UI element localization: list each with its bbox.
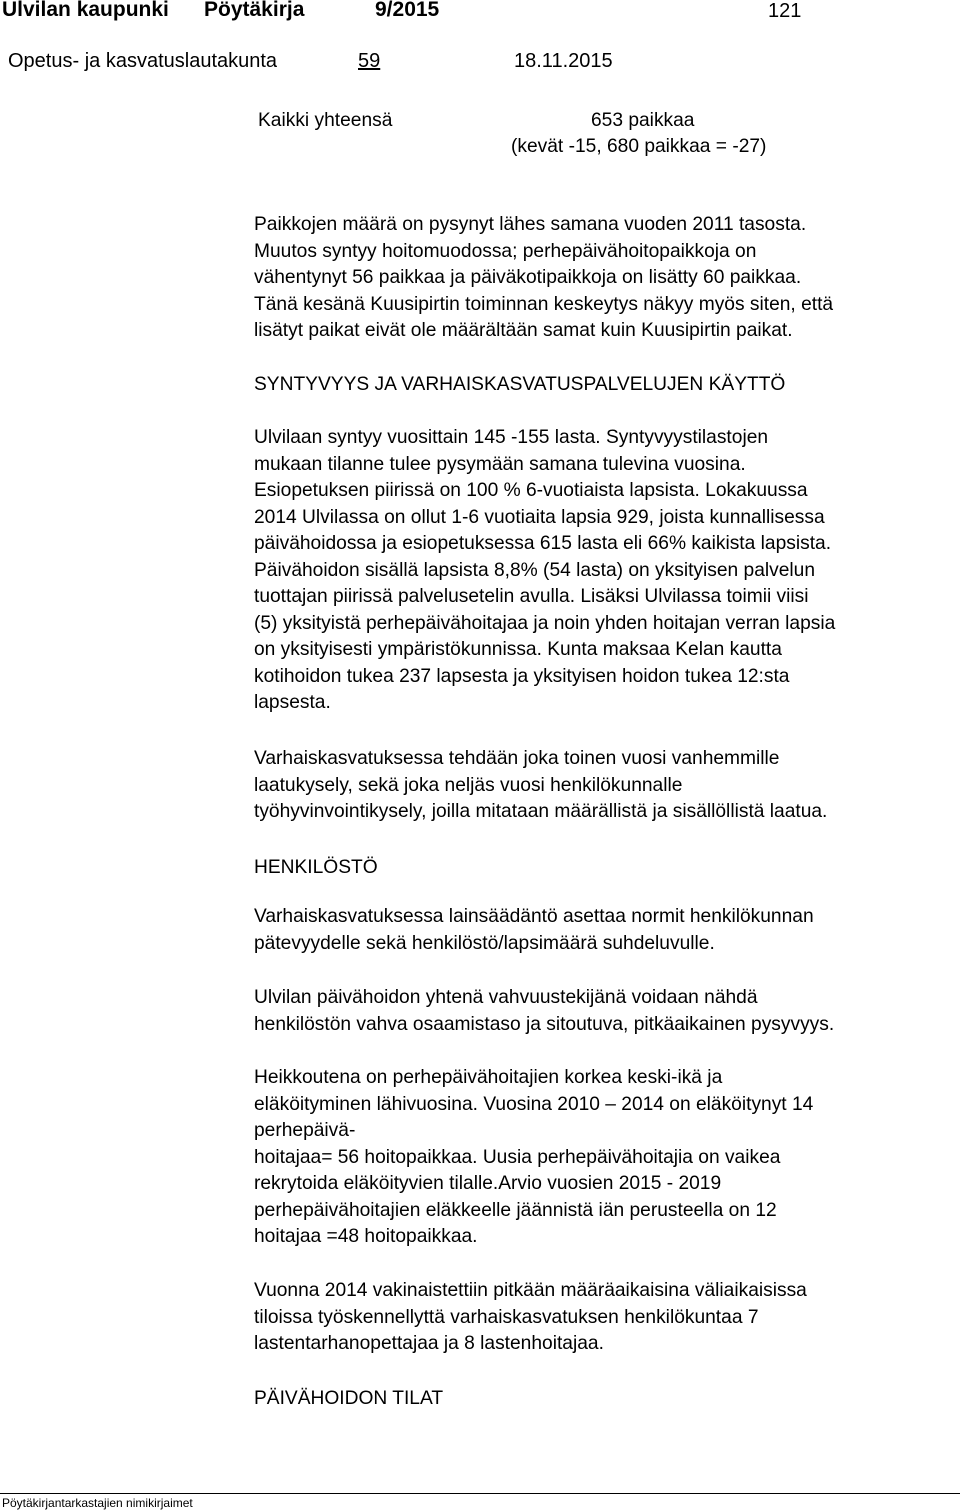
text-line: on yksityisesti ympäristökunnissa. Kunta maksaa Kelan kautta (254, 639, 782, 660)
text-line: hoitajaa= 56 hoitopaikkaa. Uusia perhepäivähoitajia on vaikea (254, 1146, 781, 1168)
text-line: rekrytoida eläköityvien tilalle.Arvio vuosien 2015 - 2019 (254, 1173, 722, 1194)
section-heading-facilities: PÄIVÄHOIDON TILAT (254, 1388, 444, 1409)
text-line: lisätyt paikat eivät ole määrältään samat kuin Kuusipirtin paikat. (254, 320, 793, 341)
text-line: vähentynyt 56 paikkaa ja päiväkotipaikkoja on lisätty 60 paikkaa. (254, 267, 802, 288)
section-heading-staff: HENKILÖSTÖ (254, 857, 378, 878)
text-line: Varhaiskasvatuksessa lainsäädäntö asettaa normit henkilökunnan (254, 906, 814, 927)
page-number: 121 (768, 0, 802, 22)
text-line: henkilöstön vahva osaamistaso ja sitoutuva, pitkäaikainen pysyvyys. (254, 1013, 835, 1035)
text-line: Esiopetuksen piirissä on 100 % 6-vuotiaista lapsista. Lokakuussa (254, 480, 808, 501)
text-line: laatukysely, sekä joka neljäs vuosi henkilökunnalle (254, 774, 683, 796)
text-line: pätevyydelle sekä henkilöstö/lapsimäärä suhdeluvulle. (254, 932, 715, 954)
text-line: Varhaiskasvatuksessa tehdään joka toinen vuosi vanhemmille (254, 748, 780, 769)
text-line: Tänä kesänä Kuusipirtin toiminnan keskeytys näkyy myös siten, että (254, 293, 834, 315)
section-number: 59 (358, 50, 381, 72)
text-line: mukaan tilanne tulee pysymään samana tulevina vuosina. (254, 453, 746, 475)
text-line: Heikkoutena on perhepäivähoitajien korkea keski-ikä ja (254, 1067, 723, 1088)
text-line: työhyvinvointikysely, joilla mitataan määrällistä ja sisällöllistä laatua. (254, 801, 828, 822)
board-name: Opetus- ja kasvatuslautakunta (8, 50, 278, 72)
text-line: tiloissa työskennellyttä varhaiskasvatuksen henkilökuntaa 7 (254, 1306, 759, 1328)
paragraph-legislation (254, 904, 814, 957)
text-line: Paikkojen määrä on pysynyt lähes samana vuoden 2011 tasosta. (254, 214, 807, 235)
footer-divider (0, 1493, 960, 1494)
text-line: eläköityminen lähivuosina. Vuosina 2010 – 2014 on eläköitynyt 14 (254, 1093, 814, 1115)
paragraph-weaknesses (254, 1065, 813, 1251)
municipality-name: Ulvilan kaupunki (2, 0, 169, 21)
text-line: Vuonna 2014 vakinaistettiin pitkään määräaikaisina väliaikaisissa (254, 1280, 807, 1301)
paragraph-strengths (254, 985, 834, 1038)
text-line: tuottajan piirissä palvelusetelin avulla. Lisäksi Ulvilassa toimii viisi (254, 586, 809, 607)
text-line: päivähoidossa ja esiopetuksessa 615 lasta eli 66% kaikista lapsista. (254, 533, 832, 554)
document-number: 9/2015 (375, 0, 440, 21)
summary-note: (kevät -15, 680 paikkaa = -27) (511, 136, 767, 157)
text-line: lapsesta. (254, 692, 331, 713)
text-line: Päivähoidon sisällä lapsista 8,8% (54 lasta) on yksityisen palvelun (254, 559, 816, 581)
summary-label: Kaikki yhteensä (258, 110, 393, 131)
text-line: perhepäivä- (254, 1120, 356, 1141)
footer-initials-label: Pöytäkirjantarkastajien nimikirjaimet (2, 1496, 193, 1510)
text-line: Ulvilan päivähoidon yhtenä vahvuustekijänä voidaan nähdä (254, 987, 758, 1008)
text-line: (5) yksityistä perhepäivähoitajaa ja noin yhden hoitajan verran lapsia (254, 612, 836, 634)
paragraph-surveys (254, 746, 827, 826)
document-type: Pöytäkirja (204, 0, 305, 21)
text-line: lastentarhanopettajaa ja 8 lastenhoitajaa. (254, 1333, 604, 1354)
summary-value: 653 paikkaa (591, 110, 695, 131)
text-line: kotihoidon tukea 237 lapsesta ja yksityisen hoidon tukea 12:sta (254, 665, 790, 687)
text-line: Ulvilaan syntyy vuosittain 145 -155 lasta. Syntyvyystilastojen (254, 427, 769, 448)
text-line: perhepäivähoitajien eläkkeelle jäännistä iän perusteella on 12 (254, 1199, 777, 1221)
paragraph-places (254, 212, 833, 345)
text-line: hoitajaa =48 hoitopaikkaa. (254, 1226, 478, 1247)
paragraph-permanent-staff (254, 1278, 807, 1358)
text-line: 2014 Ulvilassa on ollut 1-6 vuotiaita lapsia 929, joista kunnallisessa (254, 506, 825, 528)
text-line: Muutos syntyy hoitomuodossa; perhepäivähoitopaikkoja on (254, 240, 757, 262)
meeting-date: 18.11.2015 (514, 50, 613, 72)
section-heading-birthrate: SYNTYVYYS JA VARHAISKASVATUSPALVELUJEN KÄYTTÖ (254, 374, 786, 395)
paragraph-birthrate (254, 425, 835, 717)
